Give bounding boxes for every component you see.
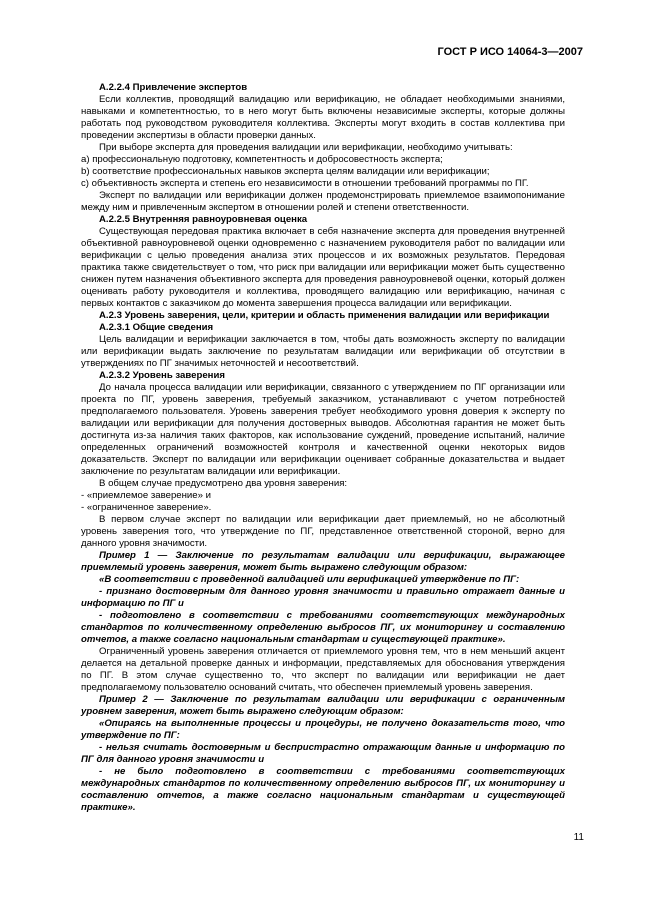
body-paragraph: - «приемлемое заверение» и [81, 490, 211, 501]
page-content [81, 82, 565, 814]
body-paragraph: При выборе эксперта для проведения валидации или верификации, необходимо учитывать: [99, 142, 513, 153]
body-paragraph: В первом случае эксперт по валидации или верификации дает приемлемый, но не абсолютный уровень заверения того, что утверждение по ПГ, представленное ответственной стороной, верно для данного уровня значимости. [81, 514, 565, 549]
example-paragraph: - признано достоверным для данного уровня значимости и правильно отражает данные и информацию по ПГ и [81, 586, 565, 609]
body-paragraph: - «ограниченное заверение». [81, 502, 212, 513]
document-header: ГОСТ Р ИСО 14064-3—2007 [437, 46, 583, 58]
body-paragraph: В общем случае предусмотрено два уровня заверения: [99, 478, 348, 489]
example-paragraph: «Опираясь на выполненные процессы и процедуры, не получено доказательств того, что утверждение по ПГ: [81, 718, 565, 741]
section-heading: A.2.3.1 Общие сведения [99, 322, 214, 333]
section-heading: A.2.3.2 Уровень заверения [99, 370, 225, 381]
example-paragraph: «В соответствии с проведенной валидацией или верификацией утверждение по ПГ: [99, 574, 520, 585]
example-paragraph: - нельзя считать достоверным и беспристрастно отражающим данные и информацию по ПГ для данного уровня значимости и [81, 742, 565, 765]
example-paragraph: Пример 2 — Заключение по результатам валидации или верификации с ограниченным уровнем заверения, может быть выражено следующим образом: [81, 694, 565, 717]
example-paragraph: Пример 1 — Заключение по результатам валидации или верификации, выражающее приемлемый уровень заверения, может быть выражено следующим образом: [81, 550, 565, 573]
body-paragraph: Цель валидации и верификации заключается в том, чтобы дать возможность эксперту по валидации или верификации выдать заключение по результатам валидации или верификации об отсутствии в утверждениях по ПГ значимых неточностей и несоответствий. [81, 334, 565, 369]
section-heading: A.2.3 Уровень заверения, цели, критерии и область применения валидации или верификации [99, 310, 550, 321]
body-paragraph: c) объективность эксперта и степень его независимости в отношении требований программы по ПГ. [81, 178, 529, 189]
body-paragraph: До начала процесса валидации или верификации, связанного с утверждением по ПГ организации или проекта по ПГ, уровень заверения, требуемый заказчиком, устанавливают с учетом потребностей предполагаемого пользователя. Уровень заверения требует необходимого уровня доверия к эксперту по валидации или верификации для получения достоверных выводов. Абсолютная гарантия не может быть достигнута из-за наличия таких факторов, как использование суждений, проведение испытаний, наличие определенных ограничений возможностей контроля и качественной оценки некоторых видов доказательств. Эксперт по валидации или верификации оценивает собранные доказательства и выдает заключение по результатам валидации или верификации. [81, 382, 565, 477]
section-heading: A.2.2.4 Привлечение экспертов [99, 82, 248, 93]
body-paragraph: a) профессиональную подготовку, компетентность и добросовестность эксперта; [81, 154, 443, 165]
body-paragraph: Ограниченный уровень заверения отличается от приемлемого уровня тем, что в нем меньший акцент делается на детальной проверке данных и информации, представляемых для обоснования утверждения по ПГ. В этом случае существенно то, что эксперт по валидации или верификации не дает предполагаемому пользователю оснований считать, что обеспечен приемлемый уровень заверения. [81, 646, 565, 693]
body-paragraph: Если коллектив, проводящий валидацию или верификацию, не обладает необходимыми знаниями, навыками и компетентностью, то в него могут быть включены независимые эксперты, которые должны работать под руководством руководителя коллектива. Эксперты могут входить в состав коллектива при проведении экспертизы в области проверки данных. [81, 94, 565, 141]
body-paragraph: b) соответствие профессиональных навыков эксперта целям валидации или верификации; [81, 166, 490, 177]
example-paragraph: - не было подготовлено в соответствии с требованиями соответствующих международных стандартов по количественному определению выбросов ПГ, их мониторингу и составлению отчетов, а также согласно национальным стандартам и существующей практике». [81, 766, 565, 813]
page-number: 11 [573, 832, 584, 843]
body-paragraph: Эксперт по валидации или верификации должен продемонстрировать приемлемое взаимопонимание между ним и привлеченным экспертом в отношении ролей и степени ответственности. [81, 190, 565, 213]
section-heading: A.2.2.5 Внутренняя равноуровневая оценка [99, 214, 308, 225]
example-paragraph: - подготовлено в соответствии с требованиями соответствующих международных стандартов по количественному определению выбросов ПГ, их мониторингу и составлению отчетов, а также согласно национальным стандартам и существующей практике». [81, 610, 565, 645]
body-paragraph: Существующая передовая практика включает в себя назначение эксперта для проведения внутренней объективной равноуровневой оценки одновременно с назначением руководителя работ по валидации или верификации с целью проведения анализа этих процессов и их возможных результатов. Передовая практика также свидетельствует о том, что риск при валидации или верификации может быть существенно снижен путем назначения объективного эксперта для проведения равноуровневой оценки, который должен оценивать работу руководителя и коллектива, проводящего валидацию или верификацию, начиная с первых контактов с заказчиком до момента завершения процесса валидации или верификации. [81, 226, 565, 309]
